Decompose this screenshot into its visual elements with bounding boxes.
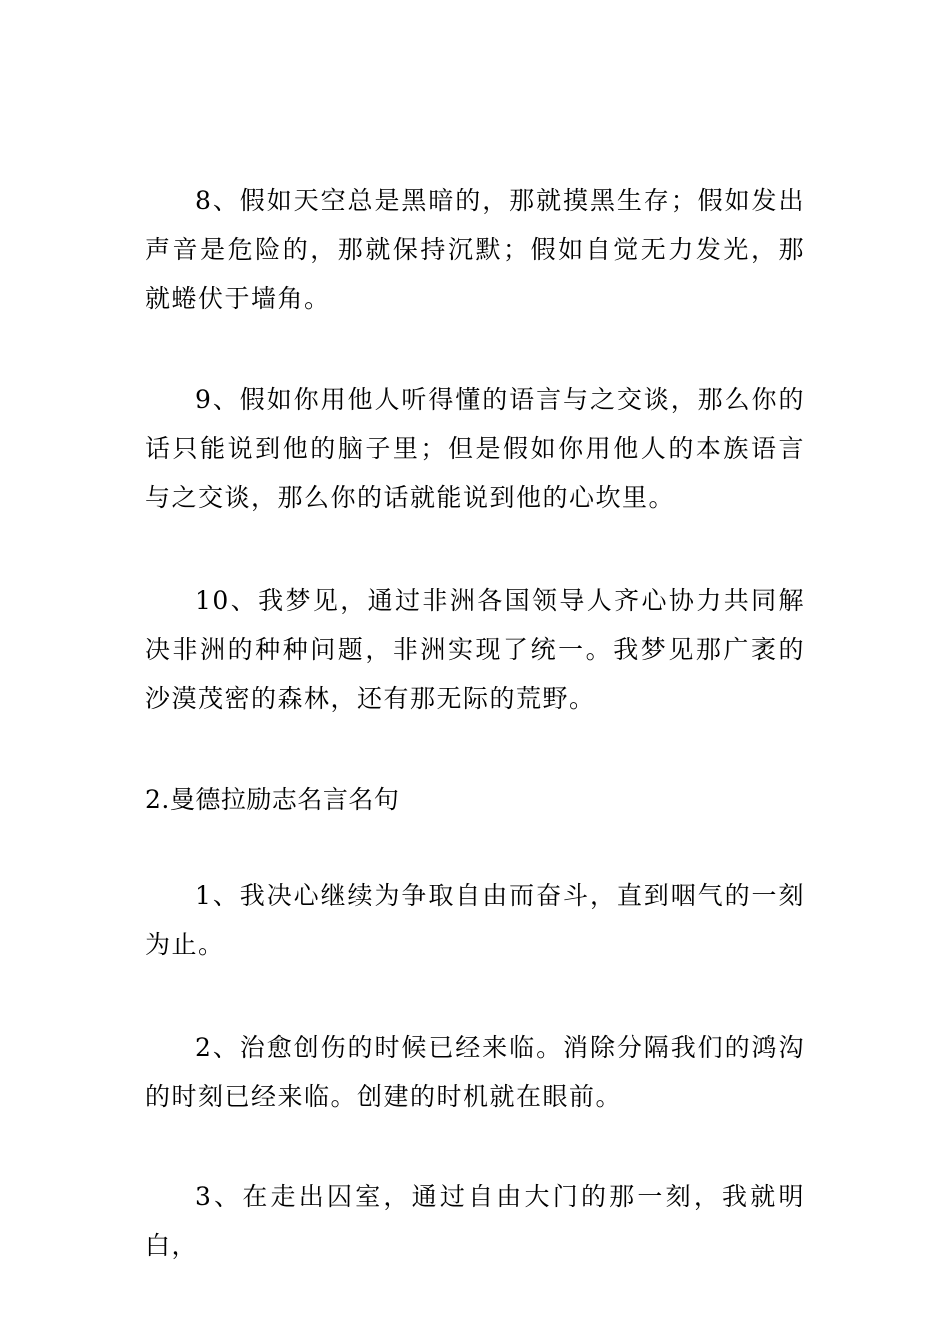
quote-paragraph-8: 8、假如天空总是黑暗的，那就摸黑生存；假如发出声音是危险的，那就保持沉默；假如自觉无力发光，那就蜷伏于墙角。 <box>145 186 805 313</box>
quote-paragraph-9: 9、假如你用他人听得懂的语言与之交谈，那么你的话只能说到他的脑子里；但是假如你用他人的本族语言与之交谈，那么你的话就能说到他的心坎里。 <box>145 385 805 512</box>
mandela-quote-2: 2、治愈创伤的时候已经来临。消除分隔我们的鸿沟的时刻已经来临。创建的时机就在眼前。 <box>145 1033 805 1111</box>
section-heading: 2.曼德拉励志名言名句 <box>145 785 400 814</box>
mandela-quote-1: 1、我决心继续为争取自由而奋斗，直到咽气的一刻为止。 <box>145 881 805 959</box>
mandela-quote-3: 3、在走出囚室，通过自由大门的那一刻，我就明白， <box>145 1182 805 1260</box>
quote-paragraph-10: 10、我梦见，通过非洲各国领导人齐心协力共同解决非洲的种种问题，非洲实现了统一。我梦见那广袤的沙漠茂密的森林，还有那无际的荒野。 <box>145 586 805 713</box>
